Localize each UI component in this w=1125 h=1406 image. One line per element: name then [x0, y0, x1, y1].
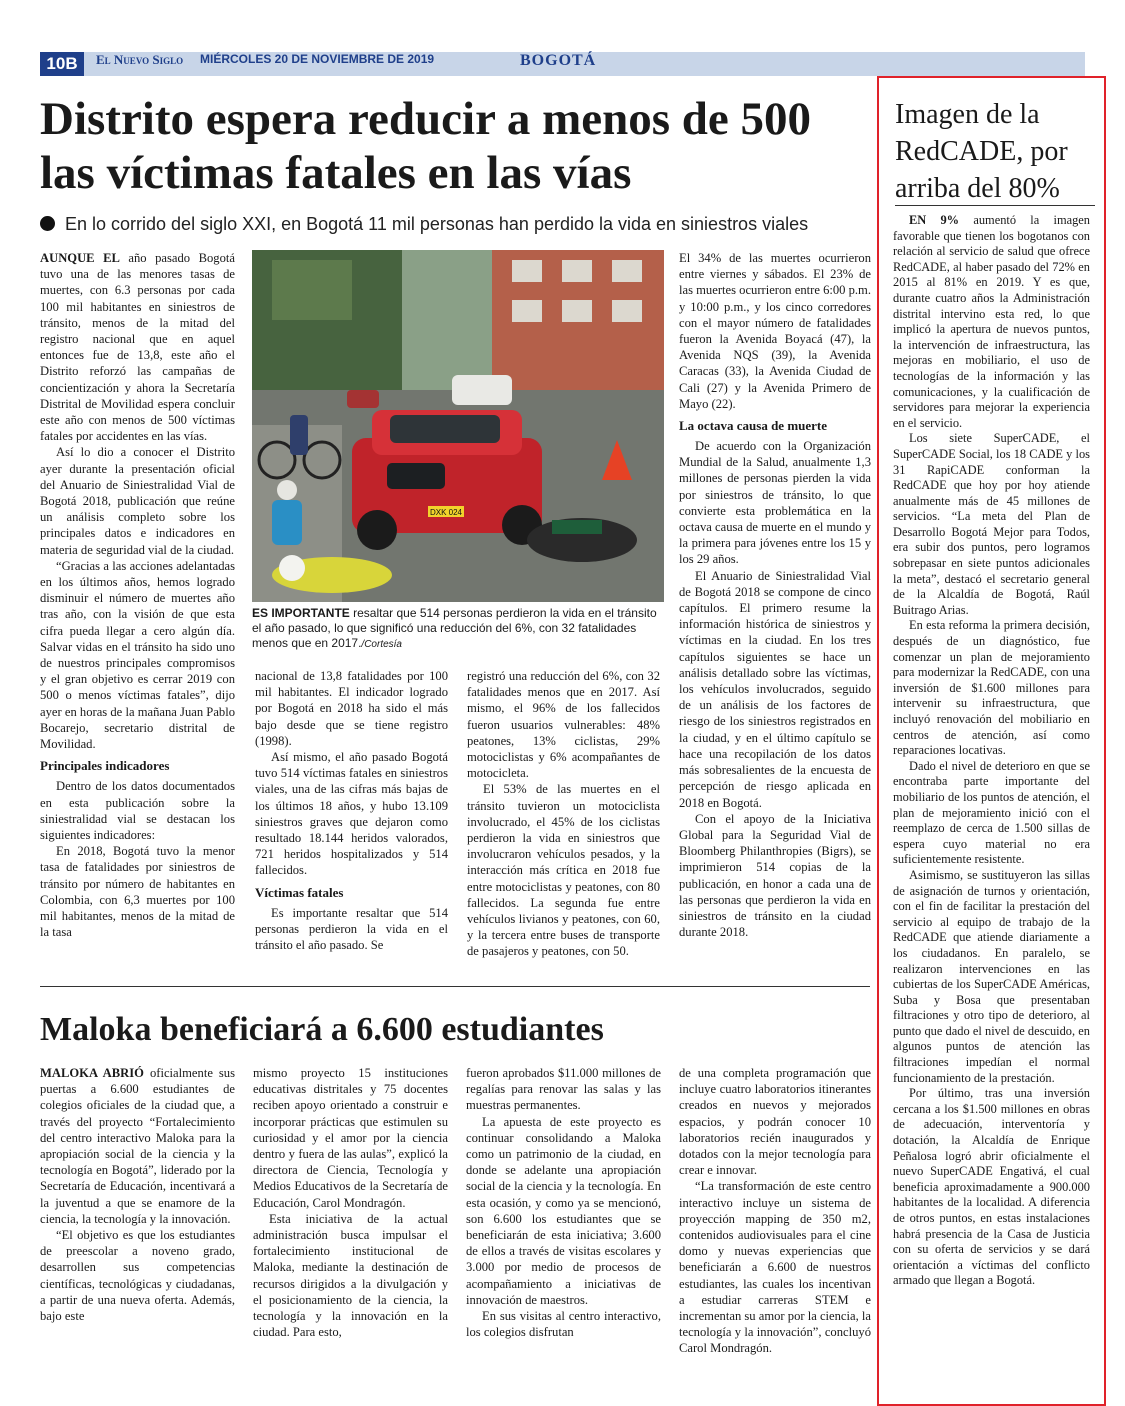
subheading: La octava causa de muerte	[679, 418, 828, 434]
main-headline: Distrito espera reducir a menos de 500 las víctimas fatales en las vías	[40, 93, 812, 199]
article-paragraph	[40, 1065, 235, 1227]
article-paragraph: Dentro de los datos documentados en esta publicación sobre la siniestralidad vial se destacan los siguientes indicadores:	[40, 779, 235, 842]
maloka-column-4	[679, 1065, 871, 1357]
maloka-headline: Maloka beneficiará a 6.600 estudiantes	[40, 1011, 604, 1048]
article-paragraph: Esta iniciativa de la actual administración busca impulsar el fortalecimiento institucional de Maloka, mediante la destinación de recursos dirigidos a la divulgación y el posicionamiento de la ciencia, la tecnología y la innovación en la ciudad. Para esto,	[253, 1211, 448, 1340]
photo-caption	[252, 606, 664, 652]
issue-date: MIÉRCOLES 20 DE NOVIEMBRE DE 2019	[200, 52, 435, 66]
sidebar-body	[893, 213, 1090, 1289]
lead-in: EN 9%	[909, 213, 960, 227]
caption-text: resaltar que 514 personas perdieron la vida en el tránsito el año pasado, lo que significó una reducción del 6%, con 32 fatalidades menos que en 2017.	[252, 606, 657, 650]
article-paragraph: mismo proyecto 15 instituciones educativas distritales y 75 docentes reciben apoyo orientado a construir e incorporar prácticas que estimulen su curiosidad y el amor por la ciencia dentro y fuera de las aulas”, explicó la directora de Ciencia, Tecnología y Medios Educativos de la Secretaría de Educación, Carol Mondragón.	[253, 1066, 448, 1210]
article-paragraph: de una completa programación que incluye cuatro laboratorios itinerantes creados en nuevos y mejorados espacios, y podrán conocer 10 laboratorios recién inaugurados y dotados con la mejor tecnología para crear e innovar.	[679, 1066, 871, 1178]
article-paragraph: Asimismo, se sustituyeron las sillas de asignación de turnos y orientación, con el fin de facilitar la prestación del servicio al equipo de trabajo de la RedCADE que atiende diariamente a los ciudadanos. En paralelo, se realizaron intervenciones en las cubiertas de los SuperCADE Américas, Suba y Bosa que presentaban filtraciones y otro tipo de deterioro, al punto que dado el nivel de descuido, en algunos puntos de atención las filtraciones impedían el normal funcionamiento de la prestación.	[893, 867, 1090, 1085]
subheading: Víctimas fatales	[255, 884, 344, 900]
article-paragraph: Los siete SuperCADE, el SuperCADE Social, los 18 CADE y los 31 RapiCADE conforman la RedCADE que hoy por hoy atiende anualmente más de 45 millones de servicios. “La meta del Plan de Desarrollo Bogotá Mejor para Todos, era subir dos puntos, pero logramos sobrepasar en siete puntos adicionales la meta”, destacó el secretario general de la Alcaldía de Bogotá, Raúl Buitrago Arias.	[893, 431, 1090, 617]
article-paragraph: Dado el nivel de deterioro en que se encontraba parte importante del mobiliario de los puntos de atención, el plan de mejoramiento inició con el reemplazo de cerca de 1.500 sillas de espera cuyo material no era suficientemente resistente.	[893, 758, 1090, 867]
article-paragraph: “Gracias a las acciones adelantadas en los últimos años, hemos logrado disminuir el número de muertes año tras año, con la visión de que esta cifra pueda llegar a cero algún día. Salvar vidas en el tránsito ha sido uno de nuestros principales compromisos y el gran objetivo es cerrar 2019 con 500 o menos víctimas fatales”, dijo ayer en horas de la mañana Juan Pablo Bocarejo, secretario distrital de Movilidad.	[40, 558, 235, 752]
subheading: Principales indicadores	[40, 758, 170, 774]
page-number: 10B	[40, 52, 84, 76]
article-paragraph: El Anuario de Siniestralidad Vial de Bogotá 2018 se compone de cinco capítulos. El primero resume la información histórica de siniestros y víctimas en la ciudad. En los tres capítulos siguientes se hace un análisis detallado sobre las víctimas, los vehículos involucrados, seguido de un análisis de los factores de riesgo de los siniestros registrados en la ciudad, y en el último capítulo se hace una recopilación de los datos más sobresalientes de la encuesta de percepción de riesgo aplicada en 2018 en Bogotá.	[679, 568, 871, 810]
maloka-column-1	[40, 1065, 235, 1324]
accident-scene-illustration	[252, 250, 664, 602]
article-divider	[40, 986, 870, 987]
subheadline-text: En lo corrido del siglo XXI, en Bogotá 11 mil personas han perdido la vida en siniestros viales	[65, 214, 809, 234]
article-paragraph: De acuerdo con la Organización Mundial de la Salud, anualmente 1,3 millones de personas pierden la vida por siniestros de tránsito, lo que convierte esta problemática en la octava causa de muerte en el mundo y la primera para jóvenes entre los 15 y los 29 años.	[679, 439, 871, 567]
article-paragraph: Así mismo, el año pasado Bogotá tuvo 514 víctimas fatales en siniestros viales, una de las cifras más bajas de los últimos 18 años, y hubo 13.109 siniestros graves que dejaron como resultado 18.144 heridos valorados, 721 heridos hospitalizados y 514 fallecidos.	[255, 750, 448, 878]
main-article-column-1	[40, 250, 235, 940]
photo-credit: /Cortesía	[361, 639, 402, 650]
section-title: BOGOTÁ	[520, 52, 597, 69]
article-paragraph: Con el apoyo de la Iniciativa Global para la Seguridad Vial de Bloomberg Philanthropies (Bigrs), se imprimieron 514 copias de la publicación, en honor a cada una de las personas que perdieron la vida en siniestros de tránsito en la ciudad durante 2018.	[679, 811, 871, 940]
main-article-column-3	[467, 668, 660, 960]
article-paragraph: registró una reducción del 6%, con 32 fatalidades menos que en 2017. Así mismo, el 96% de los fallecidos fueron usuarios vulnerables: 48% peatones, 13% ciclistas, 29% motociclistas y 6% acompañantes de motocicleta.	[467, 669, 660, 781]
article-paragraph	[893, 213, 1090, 431]
sidebar-rule	[895, 205, 1095, 206]
article-paragraph: En esta reforma la primera decisión, después de un diagnóstico, fue comenzar un plan de mejoramiento para modernizar la RedCADE, con una inversión de $1.600 millones para intervenir su infraestructura, que incluyó renovación del mobiliario en centros de atención, así como reparaciones locativas.	[893, 618, 1090, 758]
sidebar-headline: Imagen de la RedCADE, por arriba del 80%	[895, 99, 1068, 204]
article-paragraph: En 2018, Bogotá tuvo la menor tasa de fatalidades por siniestros de tránsito por número de habitantes en Colombia, con 6,3 muertes por 100 mil habitantes, menos de la mitad de la tasa	[40, 844, 235, 940]
article-paragraph: “La transformación de este centro interactivo incluye un sistema de proyección mapping de 350 m2, contenidos audiovisuales para el cine domo y nuevas experiencias que beneficiarán a 6.600 de nuestros estudiantes, las cuales los incentivan a estudiar carreras STEM e incrementan su amor por la ciencia, la tecnología y la innovación”, concluyó Carol Mondragón.	[679, 1179, 871, 1356]
article-paragraph: El 34% de las muertes ocurrieron entre viernes y sábados. El 23% de las muertes ocurrieron entre 6:00 p.m. y 10:00 p.m., y los cinco corredores con el mayor número de fatalidades fueron la Avenida Boyacá (47), la Avenida NQS (39), la Avenida Caracas (33), la Avenida Ciudad de Cali (27) y la Avenida Primero de Mayo (22).	[679, 251, 871, 411]
bullet-icon	[40, 216, 55, 231]
paragraph-text: año pasado Bogotá tuvo una de las menores tasas de muertes, con 6.3 personas por cada 100 mil habitantes en siniestros de tránsito, menos de la mitad del registro nacional que en aquel entonces fue de 13,8, este año el Distrito reforzó las campañas de concientización y ahora la Secretaría Distrital de Movilidad espera concluir este año con menos de 500 víctimas fatales por accidentes en las vías.	[40, 251, 235, 444]
article-paragraph: En sus visitas al centro interactivo, los colegios disfrutan	[466, 1309, 661, 1340]
article-photo	[252, 250, 664, 602]
article-paragraph: Es importante resaltar que 514 personas perdieron la vida en el tránsito el año pasado. Se	[255, 905, 448, 953]
license-plate: DXK 024	[429, 508, 463, 517]
paragraph-text: oficialmente sus puertas a 6.600 estudiantes de colegios oficiales de la ciudad que, a través del proyecto “Fortalecimiento del centro interactivo Maloka para la apropiación social de la ciencia y la tecnología en Bogotá”, liderado por la Secretaría de Educación, incentivará a la juventud a que se enamore de la ciencia, la tecnología y la innovación.	[40, 1066, 235, 1226]
maloka-column-3	[466, 1065, 661, 1340]
article-paragraph: El 53% de las muertes en el tránsito tuvieron un motociclista involucrado, el 45% de los ciclistas perdieron la vida en siniestros que involucraron vehículos pesados, y la interacción más crítica en 2018 fue entre motociclistas y peatones, con 80 fallecidos. La segunda fue entre vehículos livianos y peatones, con 60, y la tercera entre buses de transporte de pasajeros y peatones, con 50.	[467, 782, 660, 959]
caption-lead: ES IMPORTANTE	[252, 606, 350, 620]
maloka-column-2	[253, 1065, 448, 1340]
article-paragraph: La apuesta de este proyecto es continuar consolidando a Maloka como un patrimonio de la ciudad, en donde se adelante una apropiación social de la ciencia y la tecnología. En esta ocasión, y como ya se mencionó, son 6.600 los estudiantes que se beneficiarán de esta iniciativa; 3.600 de ellos a través de visitas escolares y 3.000 por medio de procesos de acompañamiento a iniciativas de innovación de maestros.	[466, 1114, 661, 1307]
article-paragraph: fueron aprobados $11.000 millones de regalías para renovar las salas y las muestras permanentes.	[466, 1066, 661, 1113]
paragraph-text: aumentó la imagen favorable que tienen los bogotanos con relación al servicio de salud que ofrece RedCADE, al haber pasado del 72% en 2015 al 81% en 2019. Y es que, durante cuatro años la Administración distrital intervino esta red, lo que implicó la apertura de nuevos puntos, la intervención de infraestructura, las mejoras en mobiliario, el uso de tecnologías de la información y las comunicaciones, y la cualificación de servidores para mejorar la experiencia en el servicio.	[893, 213, 1090, 430]
masthead: El Nuevo Siglo	[96, 52, 184, 67]
article-paragraph: “El objetivo es que los estudiantes de preescolar a noveno grado, desarrollen sus competencias científicas, tecnológicas y ciudadanas, a partir de una nueva oferta. Además, bajo este	[40, 1228, 235, 1324]
main-subheadline	[40, 214, 870, 235]
lead-in: AUNQUE EL	[40, 251, 120, 265]
article-paragraph	[40, 250, 235, 444]
article-paragraph: Por último, tras una inversión cercana a los $1.500 millones en obras de adecuación, interventoría y dotación, la Alcaldía de Enrique Peñalosa logró abrir oficialmente el nuevo SuperCADE Engativá, el cual beneficia aproximadamente a 900.000 habitantes de la localidad. A diferencia de otros puntos, en estas instalaciones habrá presencia de la Casa de Justicia con su oferta de servicios y se dará orientación a víctimas del conflicto armado que llegan a Bogotá.	[893, 1086, 1090, 1288]
main-article-column-4	[679, 250, 871, 940]
lead-in: MALOKA ABRIÓ	[40, 1066, 144, 1080]
main-article-column-2	[255, 668, 448, 953]
article-paragraph: nacional de 13,8 fatalidades por 100 mil habitantes. El indicador logrado por Bogotá en 2018 ha sido el más bajo desde que se tiene registro (1998).	[255, 669, 448, 748]
article-paragraph: Así lo dio a conocer el Distrito ayer durante la presentación oficial del Anuario de Siniestralidad Vial de Bogotá 2018, publicación que reúne un análisis completo sobre los principales datos e indicadores en materia de seguridad vial de la ciudad.	[40, 445, 235, 557]
